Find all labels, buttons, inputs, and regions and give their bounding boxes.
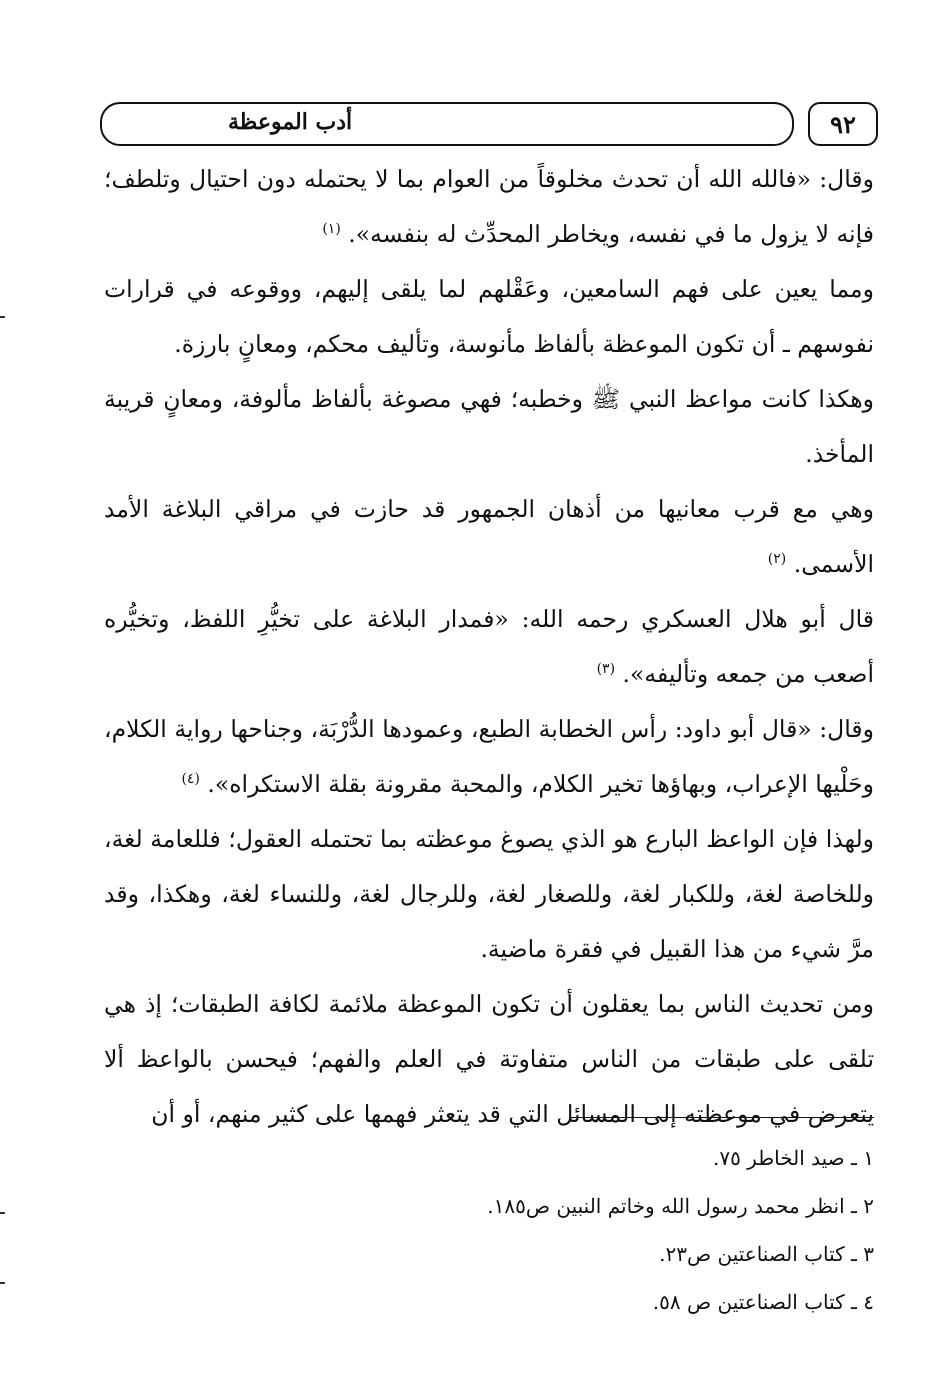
paragraph: وهكذا كانت مواعظ النبي ﷺ وخطبه؛ فهي مصوغة بألفاظ مألوفة، ومعانٍ قريبة المأخذ. [104, 385, 874, 468]
page-header [100, 100, 878, 144]
footnote-ref: (١) [322, 221, 341, 238]
paragraph: ولهذا فإن الواعظ البارع هو الذي يصوغ موعظته بما تحتمله العقول؛ فللعامة لغة، وللخاصة لغة، وللكبار لغة، وللصغار لغة، وللرجال لغة، وللنساء لغة، وهكذا، وقد مرَّ شيء من هذا القبيل في فقرة ماضية. [104, 825, 874, 963]
running-title-frame [100, 102, 794, 146]
paragraph: وقال: «قال أبو داود: رأس الخطابة الطبع، وعمودها الدُّرْبَة، وجناحها رواية الكلام، وحَلْيها الإعراب، وبهاؤها تخير الكلام، والمحبة مقرونة بقلة الاستكراه». $^{(٤)}$ [104, 715, 874, 798]
footnote: ١ ـ صيد الخاطر ٧٥. [712, 1146, 874, 1170]
footnote-ref: (٢) [767, 551, 787, 568]
paragraph: وهي مع قرب معانيها من أذهان الجمهور قد حازت في مراقي البلاغة الأمد الأسمى. $^{(٢)}$ [104, 495, 874, 578]
footnote-ref: (٣) [596, 661, 616, 678]
footnote-ref: (٤) [181, 771, 200, 788]
page-number-frame [808, 102, 878, 146]
scan-edge-mark [0, 316, 5, 318]
paragraph: ومما يعين على فهم السامعين، وعَقْلهم لما يلقى إليهم، ووقوعه في قرارات نفوسهم ـ أن تكون الموعظة بألفاظ مأنوسة، وتأليف محكم، ومعانٍ بارزة. [104, 275, 874, 358]
running-title: أدب الموعظة [228, 109, 353, 135]
footnotes [104, 1134, 874, 1326]
scan-edge-mark [0, 1212, 5, 1214]
paragraph: ومن تحديث الناس بما يعقلون أن تكون الموعظة ملائمة لكافة الطبقات؛ إذ هي تلقى على طبقات من الناس متفاوتة في العلم والفهم؛ فيحسن بالواعظ ألا يتعرض في موعظته إلى المسائل التي قد يتعثر فهمها على كثير منهم، أو أن [104, 990, 874, 1128]
page-number: ٩٢ [830, 109, 856, 139]
paragraph: قال أبو هلال العسكري رحمه الله: «فمدار البلاغة على تخيُّرِ اللفظ، وتخيُّره أصعب من جمعه وتأليفه». $^{(٣)}$ [104, 605, 874, 688]
footnote: ٢ ـ انظر محمد رسول الله وخاتم النبين ص١٨٥. [487, 1194, 874, 1218]
footnote: ٤ ـ كتاب الصناعتين ص ٥٨. [652, 1290, 874, 1314]
paragraph: وقال: «فالله الله أن تحدث مخلوقاً من العوام بما لا يحتمله دون احتيال وتلطف؛ فإنه لا يزول ما في نفسه، ويخاطر المحدِّث له بنفسه». $^{(١)}$ [104, 165, 874, 248]
main-text [104, 152, 874, 1142]
footnote: ٣ ـ كتاب الصناعتين ص٢٣. [659, 1242, 874, 1266]
scan-edge-mark [0, 1282, 5, 1284]
footnote-separator [570, 1117, 874, 1118]
